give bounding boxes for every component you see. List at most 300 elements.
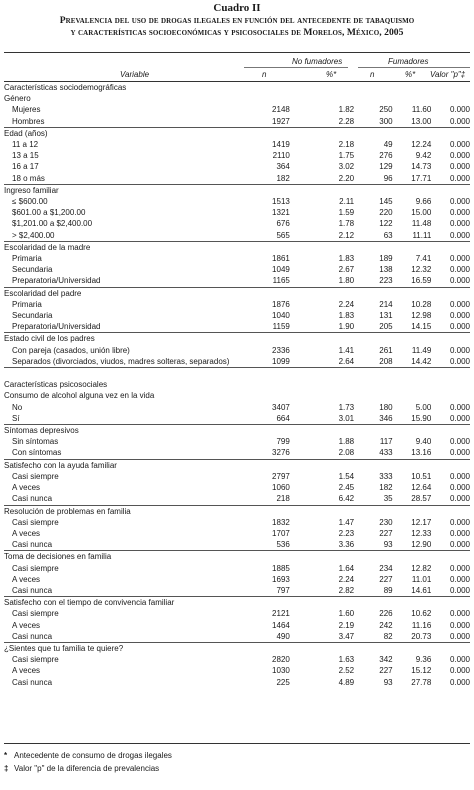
pct-smokers-cell: 15.00 — [411, 208, 432, 218]
n-nonsmokers-cell: 536 — [276, 540, 290, 550]
n-smokers-cell: 433 — [379, 448, 393, 458]
pct-nonsmokers-cell: 1.80 — [338, 276, 355, 286]
n-smokers-cell: 180 — [379, 402, 393, 412]
row-label-cell: 18 o más — [12, 173, 45, 183]
n-smokers-cell: 189 — [379, 254, 393, 264]
n-smokers-cell: 346 — [379, 413, 393, 423]
row-label-cell: No — [12, 402, 23, 412]
p-value-cell: 0.000 — [449, 173, 470, 183]
n-nonsmokers-cell: 1861 — [272, 254, 290, 264]
n-smokers-cell: 138 — [379, 265, 393, 275]
n-smokers-cell: 35 — [383, 494, 393, 504]
pct-smokers-cell: 12.64 — [411, 483, 432, 493]
table-row — [4, 104, 470, 115]
header-variable: Variable — [120, 70, 150, 79]
table-row — [4, 161, 470, 172]
p-value-cell: 0.000 — [449, 528, 470, 538]
n-smokers-cell: 205 — [379, 322, 393, 332]
pct-smokers-cell: 9.36 — [415, 655, 432, 665]
n-smokers-cell: 226 — [379, 609, 393, 619]
n-nonsmokers-cell: 664 — [276, 413, 290, 423]
group-heading: Satisfecho con el tiempo de convivencia familiar — [4, 597, 470, 609]
n-smokers-cell: 227 — [379, 574, 393, 584]
pct-nonsmokers-cell: 1.60 — [338, 609, 355, 619]
table-row — [4, 345, 470, 356]
row-label-cell: 11 a 12 — [12, 140, 39, 150]
n-nonsmokers-cell: 2121 — [272, 609, 290, 619]
n-smokers-cell: 63 — [383, 230, 393, 240]
row-label-cell: Casi siempre — [12, 517, 59, 527]
pct-smokers-cell: 12.17 — [411, 517, 432, 527]
group-heading: Edad (años) — [4, 127, 470, 139]
pct-smokers-cell: 14.73 — [411, 162, 432, 172]
p-value-cell: 0.000 — [449, 276, 470, 286]
n-nonsmokers-cell: 1419 — [272, 140, 290, 150]
footnote-2 — [4, 763, 159, 775]
row-label-cell: A veces — [12, 666, 41, 676]
n-nonsmokers-cell: 1832 — [272, 517, 290, 527]
p-value-cell: 0.000 — [449, 151, 470, 161]
pct-nonsmokers-cell: 2.64 — [338, 356, 355, 366]
header-smokers: Fumadores — [388, 57, 429, 66]
p-value-cell: 0.000 — [449, 140, 470, 150]
pct-nonsmokers-cell: 2.23 — [338, 528, 355, 538]
p-value-cell: 0.000 — [449, 402, 470, 412]
pct-nonsmokers-cell: 1.82 — [338, 105, 355, 115]
row-label-cell: Casi siempre — [12, 471, 59, 481]
p-value-cell: 0.000 — [449, 666, 470, 676]
pct-smokers-cell: 14.42 — [411, 356, 432, 366]
n-smokers-cell: 145 — [379, 197, 393, 207]
n-nonsmokers-cell: 182 — [276, 173, 290, 183]
group-row — [4, 551, 470, 563]
p-value-cell: 0.000 — [449, 517, 470, 527]
pct-smokers-cell: 20.73 — [411, 631, 432, 641]
section-heading: Características psicosociales — [4, 380, 108, 390]
pct-nonsmokers-cell: 1.75 — [338, 151, 355, 161]
pct-nonsmokers-cell: 3.47 — [338, 631, 355, 641]
n-smokers-cell: 230 — [379, 517, 393, 527]
pct-nonsmokers-cell: 1.83 — [338, 311, 355, 321]
row-label-cell: A veces — [12, 528, 41, 538]
group-heading: Síntomas depresivos — [4, 425, 470, 437]
footnote-text: Antecedente de consumo de drogas ilegales — [14, 751, 172, 760]
pct-smokers-cell: 14.15 — [411, 322, 432, 332]
header-n-nonsmokers: n — [262, 70, 267, 79]
n-smokers-cell: 93 — [383, 540, 393, 550]
table-row — [4, 539, 470, 551]
n-nonsmokers-cell: 1885 — [272, 563, 290, 573]
table-row — [4, 563, 470, 574]
table-row — [4, 196, 470, 207]
group-heading: ¿Sientes que tu familia te quiere? — [4, 642, 470, 654]
pct-smokers-cell: 12.90 — [411, 540, 432, 550]
pct-smokers-cell: 5.00 — [415, 402, 432, 412]
n-nonsmokers-cell: 2336 — [272, 345, 290, 355]
pct-nonsmokers-cell: 4.89 — [338, 677, 355, 687]
n-nonsmokers-cell: 490 — [276, 631, 290, 641]
p-value-cell: 0.000 — [449, 265, 470, 275]
group-heading: Ingreso familiar — [4, 184, 470, 196]
pct-nonsmokers-cell: 1.83 — [338, 254, 355, 264]
group-heading: Satisfecho con la ayuda familiar — [4, 459, 470, 471]
pct-nonsmokers-cell: 6.42 — [338, 494, 355, 504]
top-rule — [4, 52, 470, 53]
pct-smokers-cell: 13.00 — [411, 116, 432, 126]
group-row — [4, 505, 470, 517]
row-label-cell: Hombres — [12, 116, 45, 126]
group-row — [4, 333, 470, 345]
n-nonsmokers-cell: 3276 — [272, 448, 290, 458]
table-row — [4, 321, 470, 333]
row-label-cell: Casi nunca — [12, 540, 53, 550]
pct-smokers-cell: 12.33 — [411, 528, 432, 538]
footnote-mark: ‡ — [4, 764, 9, 773]
header-n-smokers: n — [370, 70, 375, 79]
table-row — [4, 620, 470, 631]
n-smokers-cell: 182 — [379, 483, 393, 493]
group-row — [4, 93, 470, 104]
n-nonsmokers-cell: 1049 — [272, 265, 290, 275]
n-smokers-cell: 129 — [379, 162, 393, 172]
group-heading: Resolución de problemas en familia — [4, 505, 470, 517]
pct-smokers-cell: 16.59 — [411, 276, 432, 286]
row-label-cell: Casi siempre — [12, 609, 59, 619]
footnote-1 — [4, 750, 172, 762]
row-label-cell: Preparatoria/Universidad — [12, 322, 101, 332]
table-row — [4, 116, 470, 128]
table-row — [4, 275, 470, 287]
table-row — [4, 413, 470, 425]
table-row — [4, 207, 470, 218]
group-row — [4, 184, 470, 196]
n-smokers-cell: 342 — [379, 655, 393, 665]
n-nonsmokers-cell: 1464 — [272, 620, 290, 630]
pct-smokers-cell: 9.66 — [415, 197, 432, 207]
p-value-cell: 0.000 — [449, 219, 470, 229]
n-smokers-cell: 227 — [379, 528, 393, 538]
n-smokers-cell: 234 — [379, 563, 393, 573]
pct-nonsmokers-cell: 1.41 — [338, 345, 355, 355]
table-body — [4, 82, 470, 688]
row-label-cell: Con síntomas — [12, 448, 62, 458]
table-row — [4, 218, 470, 229]
p-value-cell: 0.000 — [449, 585, 470, 595]
n-nonsmokers-cell: 797 — [276, 585, 290, 595]
n-nonsmokers-cell: 1707 — [272, 528, 290, 538]
table-row — [4, 677, 470, 688]
pct-nonsmokers-cell: 1.59 — [338, 208, 355, 218]
row-label-cell: Sin síntomas — [12, 437, 59, 447]
pct-nonsmokers-cell: 2.19 — [338, 620, 355, 630]
pct-smokers-cell: 12.98 — [411, 311, 432, 321]
p-value-cell: 0.000 — [449, 494, 470, 504]
p-value-cell: 0.000 — [449, 197, 470, 207]
row-label-cell: ≤ $600.00 — [12, 197, 48, 207]
n-nonsmokers-cell: 1876 — [272, 299, 290, 309]
table-row — [4, 253, 470, 264]
n-nonsmokers-cell: 1693 — [272, 574, 290, 584]
pct-nonsmokers-cell: 2.20 — [338, 173, 355, 183]
p-value-cell: 0.000 — [449, 116, 470, 126]
n-smokers-cell: 300 — [379, 116, 393, 126]
pct-nonsmokers-cell: 1.54 — [338, 471, 355, 481]
n-nonsmokers-cell: 565 — [276, 230, 290, 240]
pct-nonsmokers-cell: 2.24 — [338, 299, 355, 309]
group-row — [4, 127, 470, 139]
table-row — [4, 482, 470, 493]
n-nonsmokers-cell: 218 — [276, 494, 290, 504]
p-value-cell: 0.000 — [449, 677, 470, 687]
n-nonsmokers-cell: 2148 — [272, 105, 290, 115]
table-row — [4, 402, 470, 413]
p-value-cell: 0.000 — [449, 345, 470, 355]
n-nonsmokers-cell: 1040 — [272, 311, 290, 321]
row-label-cell: Casi nunca — [12, 494, 53, 504]
table-row — [4, 585, 470, 597]
row-label-cell: Preparatoria/Universidad — [12, 276, 101, 286]
row-label-cell: > $2,400.00 — [12, 230, 55, 240]
pct-smokers-cell: 11.11 — [412, 230, 432, 240]
footnote-mark: * — [4, 751, 8, 760]
table-row — [4, 665, 470, 676]
pct-nonsmokers-cell: 3.01 — [338, 413, 355, 423]
p-value-cell: 0.000 — [449, 413, 470, 423]
pct-nonsmokers-cell: 2.18 — [338, 140, 355, 150]
p-value-cell: 0.000 — [449, 448, 470, 458]
nonsmokers-span-rule — [244, 67, 348, 68]
pct-smokers-cell: 27.78 — [411, 677, 432, 687]
bottom-rule — [4, 743, 470, 744]
section-row — [4, 82, 470, 93]
n-nonsmokers-cell: 1060 — [272, 483, 290, 493]
n-smokers-cell: 208 — [379, 356, 393, 366]
table-row — [4, 631, 470, 643]
p-value-cell: 0.000 — [449, 471, 470, 481]
p-value-cell: 0.000 — [449, 356, 470, 366]
table-row — [4, 299, 470, 310]
p-value-cell: 0.000 — [449, 208, 470, 218]
row-label-cell: Secundaria — [12, 265, 53, 275]
row-label-cell: Primaria — [12, 299, 42, 309]
p-value-cell: 0.000 — [449, 483, 470, 493]
table-row — [4, 608, 470, 619]
pct-smokers-cell: 28.57 — [411, 494, 432, 504]
n-smokers-cell: 220 — [379, 208, 393, 218]
pct-smokers-cell: 12.32 — [411, 265, 432, 275]
row-label-cell: Separados (divorciados, viudos, madres solteras, separados) — [12, 356, 230, 366]
pct-smokers-cell: 11.01 — [411, 574, 432, 584]
group-row — [4, 642, 470, 654]
row-label-cell: Casi siempre — [12, 655, 59, 665]
row-label-cell: Casi nunca — [12, 677, 53, 687]
row-label-cell: Casi nunca — [12, 585, 53, 595]
pct-smokers-cell: 13.16 — [411, 448, 432, 458]
row-label-cell: Secundaria — [12, 311, 53, 321]
p-value-cell: 0.000 — [449, 540, 470, 550]
n-nonsmokers-cell: 3407 — [272, 402, 290, 412]
pct-nonsmokers-cell: 3.36 — [338, 540, 355, 550]
row-label-cell: A veces — [12, 574, 41, 584]
table-row — [4, 471, 470, 482]
pct-smokers-cell: 15.90 — [411, 413, 432, 423]
row-label-cell: A veces — [12, 483, 41, 493]
spacer-cell — [4, 368, 470, 380]
header-nonsmokers: No fumadores — [292, 57, 343, 66]
table-row — [4, 574, 470, 585]
p-value-cell: 0.000 — [449, 655, 470, 665]
n-nonsmokers-cell: 1165 — [272, 276, 290, 286]
p-value-cell: 0.000 — [449, 230, 470, 240]
table-row — [4, 528, 470, 539]
table-row — [4, 654, 470, 665]
p-value-cell: 0.000 — [449, 620, 470, 630]
n-smokers-cell: 242 — [379, 620, 393, 630]
p-value-cell: 0.000 — [449, 162, 470, 172]
pct-smokers-cell: 9.42 — [415, 151, 432, 161]
pct-smokers-cell: 11.16 — [411, 620, 432, 630]
n-smokers-cell: 117 — [379, 437, 393, 447]
n-smokers-cell: 261 — [379, 345, 393, 355]
p-value-cell: 0.000 — [449, 322, 470, 332]
p-value-cell: 0.000 — [449, 437, 470, 447]
pct-smokers-cell: 10.51 — [411, 471, 432, 481]
n-smokers-cell: 89 — [383, 585, 393, 595]
n-smokers-cell: 96 — [383, 173, 393, 183]
pct-nonsmokers-cell: 1.78 — [338, 219, 355, 229]
table-row — [4, 447, 470, 459]
pct-smokers-cell: 14.61 — [411, 585, 432, 595]
table-subtitle-line-1: Prevalencia del uso de drogas ilegales en función del antecedente de tabaquismo — [59, 15, 415, 26]
n-smokers-cell: 93 — [383, 677, 393, 687]
pct-smokers-cell: 12.82 — [411, 563, 432, 573]
table-row — [4, 230, 470, 242]
n-smokers-cell: 49 — [383, 140, 393, 150]
p-value-cell: 0.000 — [449, 563, 470, 573]
table-title: Cuadro II — [213, 2, 261, 14]
table-row — [4, 310, 470, 321]
pct-nonsmokers-cell: 1.63 — [338, 655, 355, 665]
table-row — [4, 493, 470, 505]
p-value-cell: 0.000 — [449, 254, 470, 264]
row-label-cell: Casi nunca — [12, 631, 53, 641]
pct-nonsmokers-cell: 1.47 — [338, 517, 355, 527]
n-smokers-cell: 333 — [379, 471, 393, 481]
n-smokers-cell: 122 — [379, 219, 393, 229]
row-label-cell: 16 a 17 — [12, 162, 39, 172]
n-nonsmokers-cell: 225 — [276, 677, 290, 687]
n-nonsmokers-cell: 799 — [276, 437, 290, 447]
row-label-cell: Con pareja (casados, unión libre) — [12, 345, 130, 355]
pct-smokers-cell: 11.60 — [411, 105, 432, 115]
pct-smokers-cell: 9.40 — [415, 437, 432, 447]
data-table — [4, 82, 470, 688]
n-smokers-cell: 223 — [379, 276, 393, 286]
n-smokers-cell: 227 — [379, 666, 393, 676]
group-heading: Género — [4, 94, 31, 104]
spacer-row — [4, 368, 470, 380]
row-label-cell: 13 a 15 — [12, 151, 39, 161]
pct-nonsmokers-cell: 1.73 — [338, 402, 355, 412]
section-heading: Características sociodemográficas — [4, 83, 127, 92]
pct-nonsmokers-cell: 2.67 — [338, 265, 355, 275]
group-heading: Consumo de alcohol alguna vez en la vida — [4, 391, 155, 401]
pct-smokers-cell: 10.62 — [411, 609, 432, 619]
group-heading: Estado civil de los padres — [4, 333, 470, 345]
p-value-cell: 0.000 — [449, 609, 470, 619]
pct-nonsmokers-cell: 2.12 — [338, 230, 355, 240]
smokers-span-rule — [358, 67, 470, 68]
pct-nonsmokers-cell: 3.02 — [338, 162, 355, 172]
pct-smokers-cell: 10.28 — [411, 299, 432, 309]
group-row — [4, 425, 470, 437]
row-label-cell: Primaria — [12, 254, 42, 264]
n-nonsmokers-cell: 1030 — [272, 666, 290, 676]
n-smokers-cell: 131 — [379, 311, 393, 321]
p-value-cell: 0.000 — [449, 105, 470, 115]
n-smokers-cell: 276 — [379, 151, 393, 161]
section-row — [4, 379, 470, 390]
n-nonsmokers-cell: 1099 — [272, 356, 290, 366]
row-label-cell: A veces — [12, 620, 41, 630]
pct-smokers-cell: 15.12 — [411, 666, 432, 676]
n-nonsmokers-cell: 2820 — [272, 655, 290, 665]
pct-nonsmokers-cell: 2.82 — [338, 585, 355, 595]
p-value-cell: 0.000 — [449, 311, 470, 321]
n-smokers-cell: 214 — [379, 299, 393, 309]
pct-nonsmokers-cell: 2.45 — [338, 483, 355, 493]
pct-smokers-cell: 11.49 — [411, 345, 432, 355]
pct-smokers-cell: 12.24 — [411, 140, 432, 150]
table-row — [4, 173, 470, 185]
group-row — [4, 287, 470, 299]
n-nonsmokers-cell: 1159 — [272, 322, 290, 332]
row-label-cell: $601.00 a $1,200.00 — [12, 208, 86, 218]
pct-smokers-cell: 17.71 — [411, 173, 432, 183]
pct-nonsmokers-cell: 2.11 — [339, 197, 355, 207]
n-nonsmokers-cell: 2110 — [272, 151, 290, 161]
pct-nonsmokers-cell: 2.28 — [338, 116, 355, 126]
pct-smokers-cell: 11.48 — [411, 219, 432, 229]
row-label-cell: Mujeres — [12, 105, 41, 115]
n-nonsmokers-cell: 1513 — [272, 197, 290, 207]
n-nonsmokers-cell: 676 — [276, 219, 290, 229]
pct-nonsmokers-cell: 2.52 — [338, 666, 355, 676]
group-row — [4, 241, 470, 253]
table-subtitle-line-2: y características socioeconómicas y psicosociales de Morelos, México, 2005 — [70, 27, 404, 38]
pct-nonsmokers-cell: 1.64 — [338, 563, 355, 573]
header-pct-nonsmokers: %* — [326, 70, 337, 79]
table-row — [4, 517, 470, 528]
pct-nonsmokers-cell: 2.24 — [338, 574, 355, 584]
n-nonsmokers-cell: 2797 — [272, 471, 290, 481]
pct-nonsmokers-cell: 1.90 — [338, 322, 355, 332]
p-value-cell: 0.000 — [449, 299, 470, 309]
row-label-cell: $1,201.00 a $2,400.00 — [12, 219, 93, 229]
group-heading: Escolaridad de la madre — [4, 241, 470, 253]
table-row — [4, 264, 470, 275]
group-heading: Toma de decisiones en familia — [4, 551, 470, 563]
header-p-value: Valor "p"‡ — [430, 70, 466, 79]
table-row — [4, 150, 470, 161]
n-nonsmokers-cell: 1321 — [272, 208, 290, 218]
pct-nonsmokers-cell: 2.08 — [338, 448, 355, 458]
group-row — [4, 459, 470, 471]
p-value-cell: 0.000 — [449, 574, 470, 584]
table-row — [4, 356, 470, 368]
p-value-cell: 0.000 — [449, 631, 470, 641]
group-row — [4, 597, 470, 609]
